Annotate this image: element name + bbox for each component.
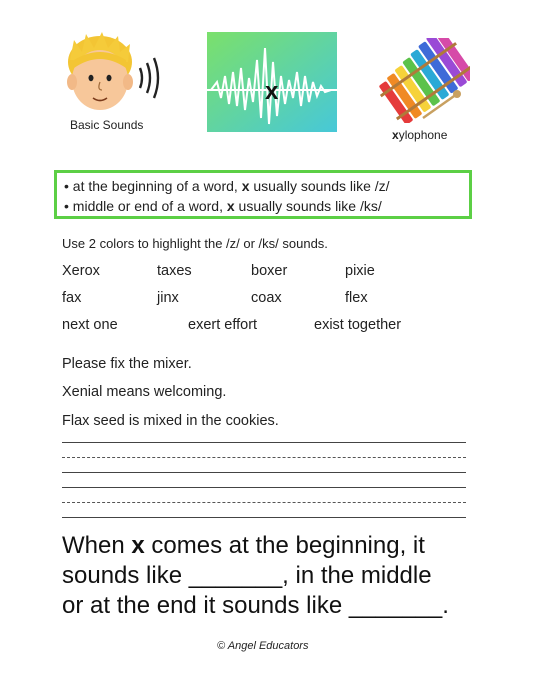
xylophone-icon bbox=[375, 38, 470, 123]
rule-line-2: • middle or end of a word, x usually sounds like /ks/ bbox=[64, 198, 382, 214]
rule-box bbox=[54, 170, 472, 219]
word-item: pixie bbox=[345, 263, 375, 279]
summary-line-2: sounds like _______, in the middle bbox=[62, 562, 432, 589]
word-item: flex bbox=[345, 290, 368, 306]
writing-line bbox=[62, 517, 466, 518]
word-item: taxes bbox=[157, 263, 192, 279]
instruction-text: Use 2 colors to highlight the /z/ or /ks/ sounds. bbox=[62, 236, 328, 251]
word-item: next one bbox=[62, 317, 118, 333]
word-item: boxer bbox=[251, 263, 288, 279]
xylophone-caption: xylophone bbox=[392, 128, 448, 142]
summary-line-1: When x comes at the beginning, it bbox=[62, 532, 425, 559]
word-item: fax bbox=[62, 290, 82, 306]
wave-letter: x bbox=[265, 78, 279, 105]
writing-guide-line bbox=[62, 502, 466, 503]
word-item: coax bbox=[251, 290, 282, 306]
rule-line-1: • at the beginning of a word, x usually sounds like /z/ bbox=[64, 178, 390, 194]
summary-line-3: or at the end it sounds like _______. bbox=[62, 592, 449, 619]
sentence: Flax seed is mixed in the cookies. bbox=[62, 413, 279, 429]
sentence: Xenial means welcoming. bbox=[62, 384, 227, 400]
writing-guide-line bbox=[62, 457, 466, 458]
writing-line bbox=[62, 487, 466, 488]
word-item: jinx bbox=[157, 290, 179, 306]
sentence: Please fix the mixer. bbox=[62, 356, 192, 372]
word-item: exert effort bbox=[188, 317, 258, 333]
writing-line bbox=[62, 442, 466, 443]
word-item: exist together bbox=[314, 317, 402, 333]
footer-copyright: © Angel Educators bbox=[217, 640, 309, 652]
basic-sounds-icon bbox=[60, 30, 165, 120]
word-item: Xerox bbox=[62, 263, 100, 279]
basic-sounds-caption: Basic Sounds bbox=[70, 118, 144, 132]
writing-line bbox=[62, 472, 466, 473]
sound-wave-icon bbox=[207, 32, 337, 132]
summary-text bbox=[62, 531, 512, 621]
